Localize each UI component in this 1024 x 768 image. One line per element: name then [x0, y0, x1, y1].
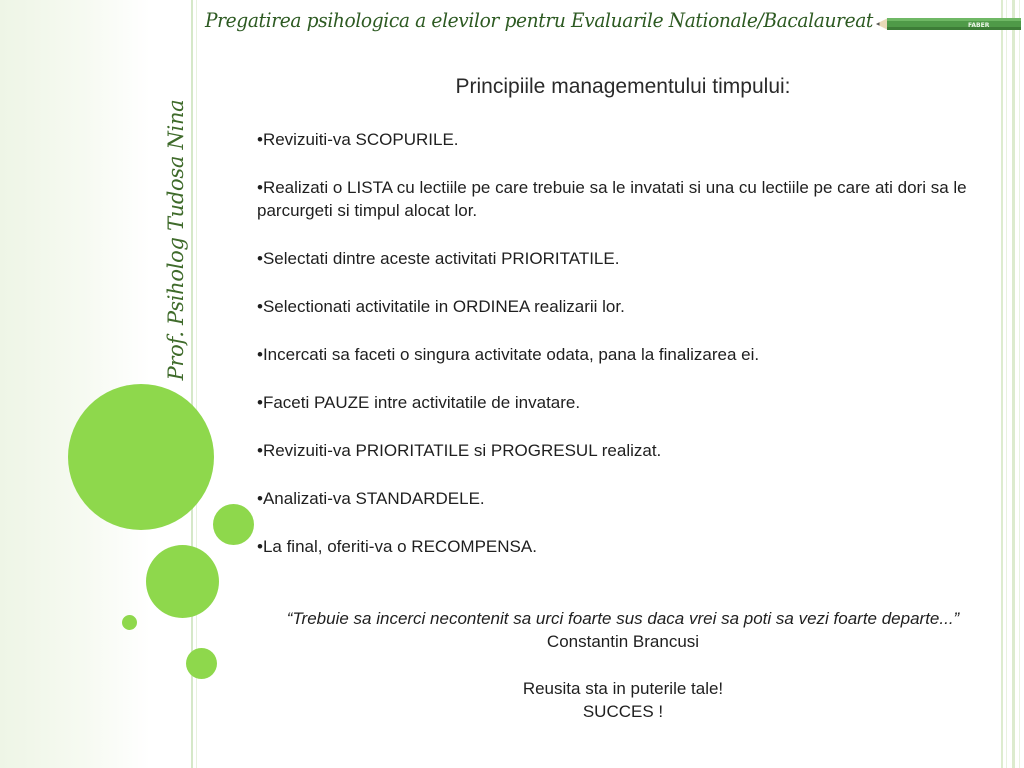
list-item: •Selectati dintre aceste activitati PRIORITATILE. [257, 249, 620, 268]
pencil-icon [876, 16, 1022, 32]
left-gradient-band [0, 0, 150, 768]
quote-author: Constantin Brancusi [546, 632, 700, 651]
author-side-label: Prof. Psiholog Tudosa Nina [164, 99, 188, 381]
list-item: •Analizati-va STANDARDELE. [257, 489, 485, 508]
closing-block [257, 607, 989, 723]
list-item: •Revizuiti-va SCOPURILE. [257, 130, 459, 149]
closing-line-1: Reusita sta in puterile tale! [522, 679, 724, 698]
decor-circle-large [68, 384, 214, 530]
principles-list [257, 128, 983, 558]
decor-circle-small [213, 504, 254, 545]
list-item: •Incercati sa faceti o singura activitate odata, pana la finalizarea ei. [257, 345, 760, 364]
right-border-line [1001, 0, 1003, 768]
right-border-line [1019, 0, 1020, 768]
list-item: •Faceti PAUZE intre activitatile de invatare. [257, 393, 581, 412]
page-title: Principiile managementului timpului: [455, 75, 791, 98]
header-title: Pregatirea psihologica a elevilor pentru Evaluarile Nationale/Bacalaureat [205, 8, 874, 32]
list-item: •Selectionati activitatile in ORDINEA realizarii lor. [257, 297, 625, 316]
right-border-line [1012, 0, 1015, 768]
right-border-line [1006, 0, 1007, 768]
decor-circle-medium [146, 545, 219, 618]
list-item: •Revizuiti-va PRIORITATILE si PROGRESUL realizat. [257, 441, 662, 460]
quote-text: “Trebuie sa incerci necontenit sa urci foarte sus daca vrei sa poti sa vezi foarte departe...” [286, 609, 960, 628]
quote [257, 607, 989, 653]
decor-circle-dot [122, 615, 137, 630]
list-item: •La final, oferiti-va o RECOMPENSA. [257, 537, 537, 556]
pencil-brand-text: FABER [968, 22, 990, 29]
list-item: •Realizati o LISTA cu lectiile pe care trebuie sa le invatati si una cu lectiile pe care ati dori sa le parcurgeti si timpul alocat lor. [257, 178, 967, 220]
decor-circle-tiny [186, 648, 217, 679]
closing-line-2: SUCCES ! [582, 702, 664, 721]
